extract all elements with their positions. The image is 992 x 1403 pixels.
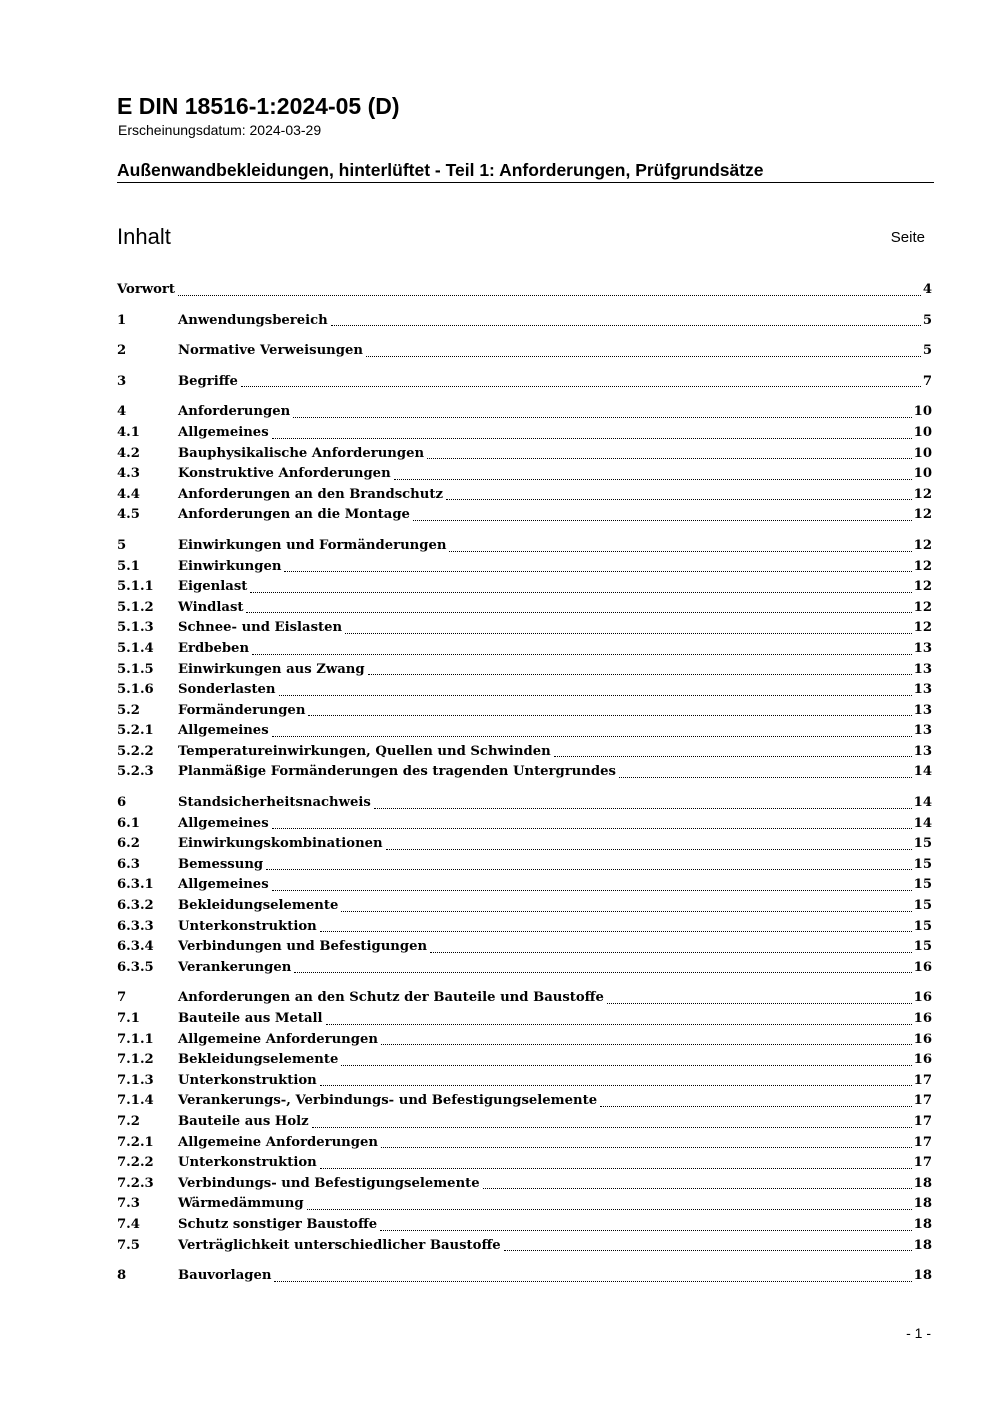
toc-entry-title: Verbindungen und Befestigungen	[178, 939, 428, 955]
toc-entry-page: 16	[913, 1031, 932, 1047]
toc-entry-page: 18	[913, 1237, 932, 1253]
toc-entry-title: Unterkonstruktion	[178, 918, 317, 934]
toc-dot-leader	[381, 1147, 912, 1148]
toc-entry-title: Allgemeines	[178, 424, 269, 440]
toc-entry-number: 7.2.3	[117, 1175, 154, 1191]
toc-entry-number: 3	[117, 373, 127, 389]
toc-entry[interactable]	[117, 834, 932, 855]
toc-group	[117, 793, 932, 978]
toc-dot-leader	[504, 1250, 912, 1251]
toc-dot-leader	[446, 499, 912, 500]
toc-entry[interactable]	[117, 1266, 932, 1287]
toc-entry[interactable]	[117, 1030, 932, 1051]
toc-entry-page: 18	[913, 1268, 932, 1284]
toc-entry-number: 6.3.4	[117, 939, 154, 955]
toc-entry-title: Windlast	[178, 599, 244, 615]
toc-entry-number: 6.3	[117, 856, 140, 872]
toc-dot-leader	[427, 458, 912, 459]
toc-entry-page: 15	[913, 898, 932, 914]
toc-entry-page: 12	[913, 620, 932, 636]
toc-group	[117, 1266, 932, 1287]
toc-entry-title: Unterkonstruktion	[178, 1155, 317, 1171]
toc-entry[interactable]	[117, 1153, 932, 1174]
toc-entry[interactable]	[117, 762, 932, 783]
toc-entry-title: Anforderungen	[178, 404, 291, 420]
toc-entry[interactable]	[117, 988, 932, 1009]
toc-entry-number: 5.2.1	[117, 723, 154, 739]
toc-entry-title: Verbindungs- und Befestigungselemente	[178, 1175, 480, 1191]
toc-entry[interactable]	[117, 311, 932, 332]
toc-entry[interactable]	[117, 280, 932, 301]
toc-dot-leader	[312, 1127, 912, 1128]
toc-entry-title: Bemessung	[178, 856, 264, 872]
header-rule	[117, 182, 934, 183]
toc-entry-page: 16	[913, 990, 932, 1006]
toc-dot-leader	[619, 777, 912, 778]
toc-entry-number: 4.4	[117, 486, 140, 502]
toc-entry-number: 4	[117, 404, 127, 420]
toc-dot-leader	[178, 295, 921, 296]
toc-entry-title: Standsicherheitsnachweis	[178, 795, 371, 811]
toc-entry-title: Anforderungen an die Montage	[178, 507, 410, 523]
page-number: - 1 -	[906, 1325, 931, 1341]
toc-entry-page: 14	[913, 815, 932, 831]
toc-entry-title: Allgemeine Anforderungen	[178, 1031, 378, 1047]
toc-entry-title: Einwirkungen aus Zwang	[178, 661, 365, 677]
toc-dot-leader	[449, 551, 911, 552]
toc-entry[interactable]	[117, 958, 932, 979]
toc-entry-title: Allgemeines	[178, 877, 269, 893]
toc-entry[interactable]	[117, 917, 932, 938]
toc-entry[interactable]	[117, 485, 932, 506]
toc-entry-number: 7.1.2	[117, 1052, 154, 1068]
toc-entry[interactable]	[117, 1091, 932, 1112]
toc-entry-number: 7.1.4	[117, 1093, 154, 1109]
toc-entry-page: 12	[913, 507, 932, 523]
toc-entry[interactable]	[117, 598, 932, 619]
toc-entry-number: 2	[117, 343, 127, 359]
toc-dot-leader	[394, 479, 912, 480]
toc-group	[117, 372, 932, 393]
toc-entry[interactable]	[117, 577, 932, 598]
toc-entry[interactable]	[117, 639, 932, 660]
toc-dot-leader	[368, 674, 912, 675]
toc-entry[interactable]	[117, 1215, 932, 1236]
toc-entry-title: Unterkonstruktion	[178, 1072, 317, 1088]
toc-dot-leader	[600, 1106, 912, 1107]
toc-entry[interactable]	[117, 1112, 932, 1133]
toc-entry-number: 7.2.1	[117, 1134, 154, 1150]
toc-entry-title: Bauteile aus Metall	[178, 1011, 323, 1026]
toc-entry-page: 15	[913, 836, 932, 852]
toc-entry-title: Allgemeines	[178, 815, 269, 831]
toc-entry[interactable]	[117, 341, 932, 362]
toc-entry-number: 6	[117, 795, 127, 811]
toc-entry-title: Bauvorlagen	[178, 1268, 272, 1284]
toc-entry-page: 18	[913, 1216, 932, 1232]
toc-entry-number: 6.3.3	[117, 918, 154, 934]
toc-group	[117, 341, 932, 362]
toc-dot-leader	[345, 633, 912, 634]
toc-entry-page: 10	[913, 445, 932, 461]
table-of-contents	[117, 280, 932, 1297]
toc-group	[117, 402, 932, 526]
toc-entry-title: Verträglichkeit unterschiedlicher Baustoffe	[178, 1237, 501, 1253]
toc-entry-page: 13	[913, 743, 932, 759]
toc-dot-leader	[607, 1003, 912, 1004]
toc-dot-leader	[307, 1209, 912, 1210]
toc-entry-title: Bauteile aus Holz	[178, 1113, 309, 1129]
toc-entry[interactable]	[117, 855, 932, 876]
toc-entry-page: 13	[913, 661, 932, 677]
toc-entry-number: 5	[117, 537, 127, 553]
toc-entry-page: 17	[913, 1072, 932, 1088]
toc-entry-title: Anforderungen an den Schutz der Bauteile und Baustoffe	[178, 990, 604, 1006]
toc-heading: Inhalt	[117, 224, 171, 249]
toc-group	[117, 280, 932, 301]
toc-entry-number: 5.2.2	[117, 743, 154, 759]
toc-entry[interactable]	[117, 1236, 932, 1257]
toc-entry-page: 15	[913, 918, 932, 934]
toc-group	[117, 988, 932, 1256]
toc-entry-page: 16	[913, 1011, 932, 1026]
toc-dot-leader	[266, 869, 912, 870]
toc-entry-page: 17	[913, 1093, 932, 1109]
toc-entry-page: 18	[913, 1175, 932, 1191]
toc-entry-page: 12	[913, 486, 932, 502]
toc-entry-number: 4.2	[117, 445, 140, 461]
toc-entry-page: 5	[922, 343, 932, 359]
toc-dot-leader	[246, 612, 911, 613]
toc-entry-title: Sonderlasten	[178, 682, 276, 698]
toc-entry[interactable]	[117, 618, 932, 639]
toc-entry-page: 12	[913, 579, 932, 595]
toc-entry[interactable]	[117, 793, 932, 814]
toc-entry-page: 13	[913, 682, 932, 698]
toc-dot-leader	[381, 1044, 912, 1045]
toc-entry[interactable]	[117, 660, 932, 681]
document-subject: Außenwandbekleidungen, hinterlüftet - Teil 1: Anforderungen, Prüfgrundsätze	[117, 160, 764, 180]
toc-page-label: Seite	[890, 229, 925, 246]
toc-entry[interactable]	[117, 1009, 932, 1030]
toc-entry-number: 5.1.6	[117, 682, 154, 698]
toc-entry[interactable]	[117, 505, 932, 526]
toc-dot-leader	[366, 356, 921, 357]
toc-entry[interactable]	[117, 557, 932, 578]
toc-entry-title: Bekleidungselemente	[178, 898, 339, 914]
toc-entry[interactable]	[117, 1050, 932, 1071]
toc-entry-page: 7	[922, 373, 932, 389]
toc-dot-leader	[320, 1085, 912, 1086]
toc-dot-leader	[430, 952, 912, 953]
toc-entry[interactable]	[117, 1174, 932, 1195]
toc-entry-page: 4	[922, 282, 932, 297]
toc-entry-title: Bekleidungselemente	[178, 1052, 339, 1068]
toc-entry[interactable]	[117, 464, 932, 485]
toc-entry-page: 15	[913, 939, 932, 955]
toc-entry-title: Begriffe	[178, 373, 238, 389]
toc-entry[interactable]	[117, 402, 932, 423]
toc-entry-page: 10	[913, 404, 932, 420]
toc-dot-leader	[413, 520, 912, 521]
toc-entry-page: 14	[913, 764, 932, 780]
toc-entry[interactable]	[117, 896, 932, 917]
toc-dot-leader	[272, 736, 912, 737]
toc-entry-number: 6.3.1	[117, 877, 154, 893]
toc-entry[interactable]	[117, 680, 932, 701]
toc-entry-number: 5.1.5	[117, 661, 154, 677]
toc-entry[interactable]	[117, 423, 932, 444]
toc-entry-number: 7.5	[117, 1237, 140, 1253]
toc-entry[interactable]	[117, 875, 932, 896]
toc-entry-title: Normative Verweisungen	[178, 343, 363, 359]
toc-entry-title: Temperatureinwirkungen, Quellen und Schwinden	[178, 743, 551, 759]
toc-entry-number: 5.1	[117, 558, 140, 574]
toc-entry-number: 4.5	[117, 507, 140, 523]
toc-entry-page: 17	[913, 1155, 932, 1171]
toc-dot-leader	[272, 890, 912, 891]
toc-entry-number: 6.1	[117, 815, 140, 831]
toc-entry-page: 16	[913, 959, 932, 975]
toc-entry-title: Allgemeines	[178, 723, 269, 739]
toc-dot-leader	[241, 386, 921, 387]
toc-entry-title: Formänderungen	[178, 702, 306, 718]
toc-entry-number: 5.2.3	[117, 764, 154, 780]
toc-entry-title: Einwirkungen und Formänderungen	[178, 537, 447, 553]
toc-entry-page: 16	[913, 1052, 932, 1068]
toc-dot-leader	[326, 1024, 912, 1025]
toc-entry-number: 6.2	[117, 836, 140, 852]
toc-dot-leader	[308, 715, 911, 716]
toc-dot-leader	[380, 1230, 911, 1231]
toc-entry-page: 14	[913, 795, 932, 811]
toc-entry-number: 7.1.1	[117, 1031, 154, 1047]
toc-entry-title: Bauphysikalische Anforderungen	[178, 445, 425, 461]
toc-entry-title: Einwirkungskombinationen	[178, 836, 383, 852]
toc-group	[117, 536, 932, 783]
toc-entry-page: 13	[913, 702, 932, 718]
toc-dot-leader	[252, 654, 912, 655]
toc-entry-number: 7.1	[117, 1011, 140, 1026]
toc-entry-title: Anforderungen an den Brandschutz	[178, 486, 443, 502]
toc-dot-leader	[483, 1188, 912, 1189]
toc-entry-title: Planmäßige Formänderungen des tragenden Untergrundes	[178, 764, 616, 780]
toc-entry-number: 7.2.2	[117, 1155, 154, 1171]
toc-entry-number: 7	[117, 990, 127, 1006]
toc-dot-leader	[272, 438, 912, 439]
toc-entry-number: 8	[117, 1268, 127, 1284]
toc-entry-number: 5.1.1	[117, 579, 154, 595]
toc-entry-page: 12	[913, 599, 932, 615]
toc-entry-title: Allgemeine Anforderungen	[178, 1134, 378, 1150]
toc-entry[interactable]	[117, 701, 932, 722]
toc-entry-title: Schnee- und Eislasten	[178, 620, 343, 636]
toc-entry-page: 5	[922, 312, 932, 328]
toc-entry-number: 7.2	[117, 1113, 140, 1129]
toc-dot-leader	[554, 756, 912, 757]
toc-entry[interactable]	[117, 1133, 932, 1154]
toc-entry-page: 15	[913, 877, 932, 893]
document-id: E DIN 18516-1:2024-05 (D)	[117, 93, 400, 119]
toc-entry-number: 7.4	[117, 1216, 140, 1232]
toc-entry-number: 5.1.4	[117, 640, 154, 656]
toc-entry-page: 13	[913, 640, 932, 656]
toc-dot-leader	[374, 808, 912, 809]
toc-group	[117, 311, 932, 332]
toc-entry-number: 4.1	[117, 424, 140, 440]
toc-entry-title: Anwendungsbereich	[178, 312, 328, 328]
toc-entry[interactable]	[117, 1194, 932, 1215]
toc-dot-leader	[250, 592, 911, 593]
toc-entry-title: Schutz sonstiger Baustoffe	[178, 1216, 378, 1232]
toc-entry-number: 1	[117, 312, 127, 328]
toc-entry-number: 4.3	[117, 466, 140, 482]
toc-dot-leader	[331, 325, 921, 326]
publication-date: Erscheinungsdatum: 2024-03-29	[118, 122, 322, 138]
toc-entry[interactable]	[117, 372, 932, 393]
toc-entry-page: 18	[913, 1196, 932, 1212]
toc-entry-page: 10	[913, 466, 932, 482]
toc-entry-page: 15	[913, 856, 932, 872]
toc-entry-page: 12	[913, 558, 932, 574]
toc-entry-title: Einwirkungen	[178, 558, 282, 574]
toc-entry-title: Vorwort	[117, 282, 175, 297]
toc-dot-leader	[294, 972, 911, 973]
toc-entry-number: 7.1.3	[117, 1072, 154, 1088]
toc-entry-number: 7.3	[117, 1196, 140, 1212]
toc-entry-title: Erdbeben	[178, 640, 250, 656]
toc-entry-title: Verankerungs-, Verbindungs- und Befestigungselemente	[178, 1093, 598, 1109]
toc-entry-title: Verankerungen	[178, 959, 292, 975]
toc-dot-leader	[320, 931, 912, 932]
toc-dot-leader	[274, 1281, 911, 1282]
toc-entry-title: Wärmedämmung	[178, 1196, 304, 1212]
toc-entry-title: Konstruktive Anforderungen	[178, 466, 391, 482]
toc-entry[interactable]	[117, 1071, 932, 1092]
toc-entry-number: 5.2	[117, 702, 140, 718]
toc-dot-leader	[386, 849, 912, 850]
toc-dot-leader	[341, 1065, 911, 1066]
toc-dot-leader	[293, 417, 911, 418]
toc-dot-leader	[341, 911, 911, 912]
toc-entry-number: 5.1.3	[117, 620, 154, 636]
toc-dot-leader	[320, 1168, 912, 1169]
toc-entry-number: 6.3.2	[117, 898, 154, 914]
toc-entry[interactable]	[117, 937, 932, 958]
toc-entry-title: Eigenlast	[178, 579, 248, 595]
toc-dot-leader	[284, 571, 911, 572]
toc-entry-page: 13	[913, 723, 932, 739]
toc-entry-number: 6.3.5	[117, 959, 154, 975]
toc-entry[interactable]	[117, 814, 932, 835]
toc-entry[interactable]	[117, 721, 932, 742]
toc-entry[interactable]	[117, 444, 932, 465]
toc-dot-leader	[279, 695, 912, 696]
toc-entry-page: 10	[913, 424, 932, 440]
toc-entry-page: 12	[913, 537, 932, 553]
toc-dot-leader	[272, 828, 912, 829]
toc-entry[interactable]	[117, 536, 932, 557]
toc-entry[interactable]	[117, 742, 932, 763]
toc-entry-page: 17	[913, 1113, 932, 1129]
toc-entry-number: 5.1.2	[117, 599, 154, 615]
toc-entry-page: 17	[913, 1134, 932, 1150]
